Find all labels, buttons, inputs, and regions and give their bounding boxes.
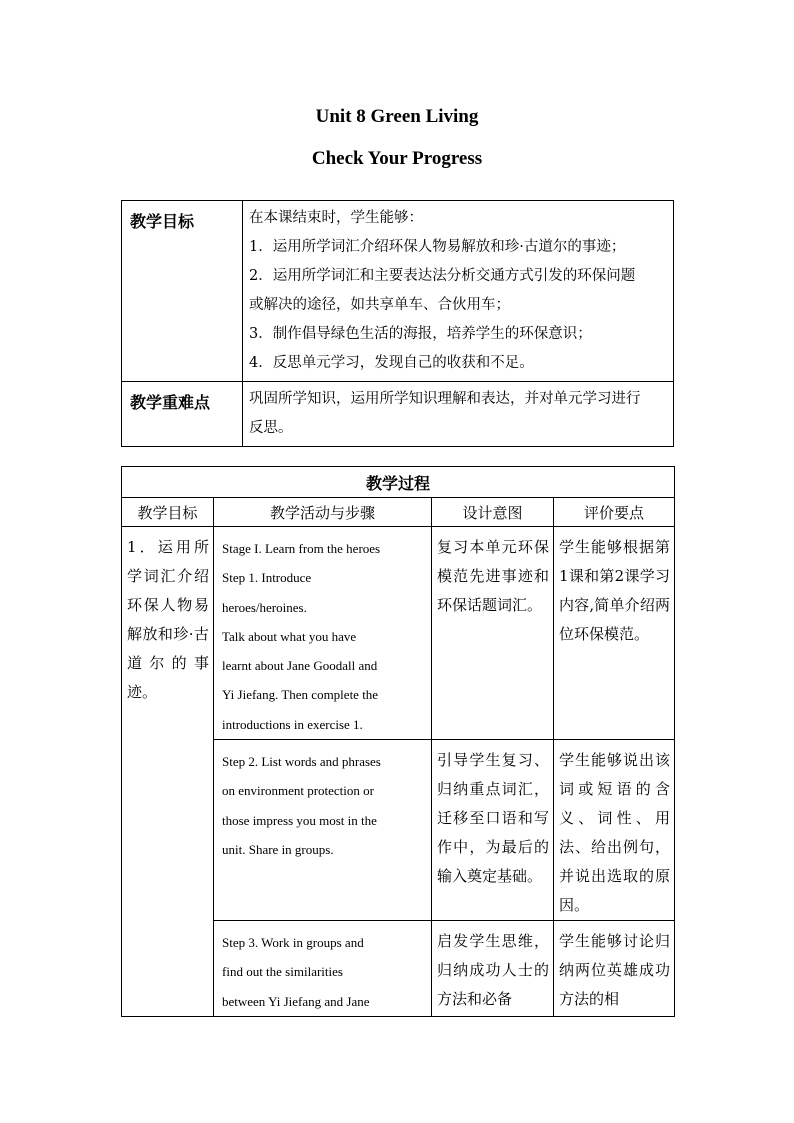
key-line: 反思。 bbox=[249, 420, 293, 436]
col-header-intent: 设计意图 bbox=[432, 498, 554, 527]
activity-line: unit. Share in groups. bbox=[222, 841, 334, 857]
page-title: Unit 8 Green Living bbox=[315, 106, 479, 127]
table-row bbox=[122, 527, 675, 740]
col-header-activity: 教学活动与步骤 bbox=[214, 498, 432, 527]
goal-line: 2．运用所学词汇和主要表达法分析交通方式引发的环保问题 bbox=[249, 268, 636, 284]
activity-cell bbox=[214, 527, 432, 740]
activity-cell bbox=[214, 740, 432, 921]
activity-line: Step 2. List words and phrases bbox=[222, 754, 381, 770]
goals-row bbox=[122, 201, 674, 382]
activity-line: heroes/heroines. bbox=[222, 599, 307, 615]
activity-line: introductions in exercise 1. bbox=[222, 716, 363, 732]
goal-line: 或解决的途径，如共享单车、合伙用车； bbox=[249, 297, 510, 313]
goal-line: 4．反思单元学习，发现自己的收获和不足。 bbox=[249, 355, 534, 371]
teaching-goals-table bbox=[121, 200, 674, 447]
column-header-row bbox=[122, 498, 675, 527]
page-subtitle: Check Your Progress bbox=[311, 148, 483, 169]
teaching-process-table bbox=[121, 466, 675, 1017]
intent-cell: 引导学生复习、归纳重点词汇，迁移至口语和写作中，为最后的输入奠定基础。 bbox=[432, 740, 554, 921]
evaluation-cell: 学生能够讨论归纳两位英雄成功方法的相 bbox=[554, 921, 675, 1017]
activity-line: between Yi Jiefang and Jane bbox=[222, 993, 370, 1009]
intent-cell: 启发学生思维，归纳成功人士的方法和必备 bbox=[432, 921, 554, 1017]
activity-line: Yi Jiefang. Then complete the bbox=[222, 687, 379, 703]
key-points-label: 教学重难点 bbox=[122, 382, 243, 447]
intent-cell: 复习本单元环保模范先进事迹和环保话题词汇。 bbox=[432, 527, 554, 740]
key-points-row bbox=[122, 382, 674, 447]
evaluation-cell: 学生能够根据第1课和第2课学习内容,简单介绍两位环保模范。 bbox=[554, 527, 675, 740]
activity-line: find out the similarities bbox=[222, 964, 343, 980]
activity-line: Stage I. Learn from the heroes bbox=[222, 541, 381, 556]
process-header: 教学过程 bbox=[122, 467, 675, 498]
key-line: 巩固所学知识，运用所学知识理解和表达，并对单元学习进行 bbox=[249, 391, 641, 407]
activity-line: learnt about Jane Goodall and bbox=[222, 658, 378, 674]
col-header-goal: 教学目标 bbox=[122, 498, 214, 527]
goal-content bbox=[243, 201, 674, 382]
activity-cell bbox=[214, 921, 432, 1017]
activity-line: Talk about what you have bbox=[222, 628, 357, 644]
key-points-content bbox=[243, 382, 674, 447]
activity-line: those impress you most in the bbox=[222, 812, 377, 828]
goal-label: 教学目标 bbox=[122, 201, 243, 382]
goal-cell: 1．运用所学词汇介绍环保人物易解放和珍·古道尔的事迹。 bbox=[122, 527, 214, 1017]
activity-line: Step 3. Work in groups and bbox=[222, 935, 364, 951]
activity-line: on environment protection or bbox=[222, 783, 374, 799]
goal-line: 1．运用所学词汇介绍环保人物易解放和珍·古道尔的事迹； bbox=[249, 239, 626, 255]
goal-line: 3．制作倡导绿色生活的海报，培养学生的环保意识； bbox=[249, 326, 592, 342]
activity-line: Step 1. Introduce bbox=[222, 570, 312, 586]
evaluation-cell: 学生能够说出该词或短语的含义、词性、用法、给出例句，并说出选取的原因。 bbox=[554, 740, 675, 921]
col-header-evaluation: 评价要点 bbox=[554, 498, 675, 527]
goal-line: 在本课结束时，学生能够： bbox=[249, 210, 423, 226]
